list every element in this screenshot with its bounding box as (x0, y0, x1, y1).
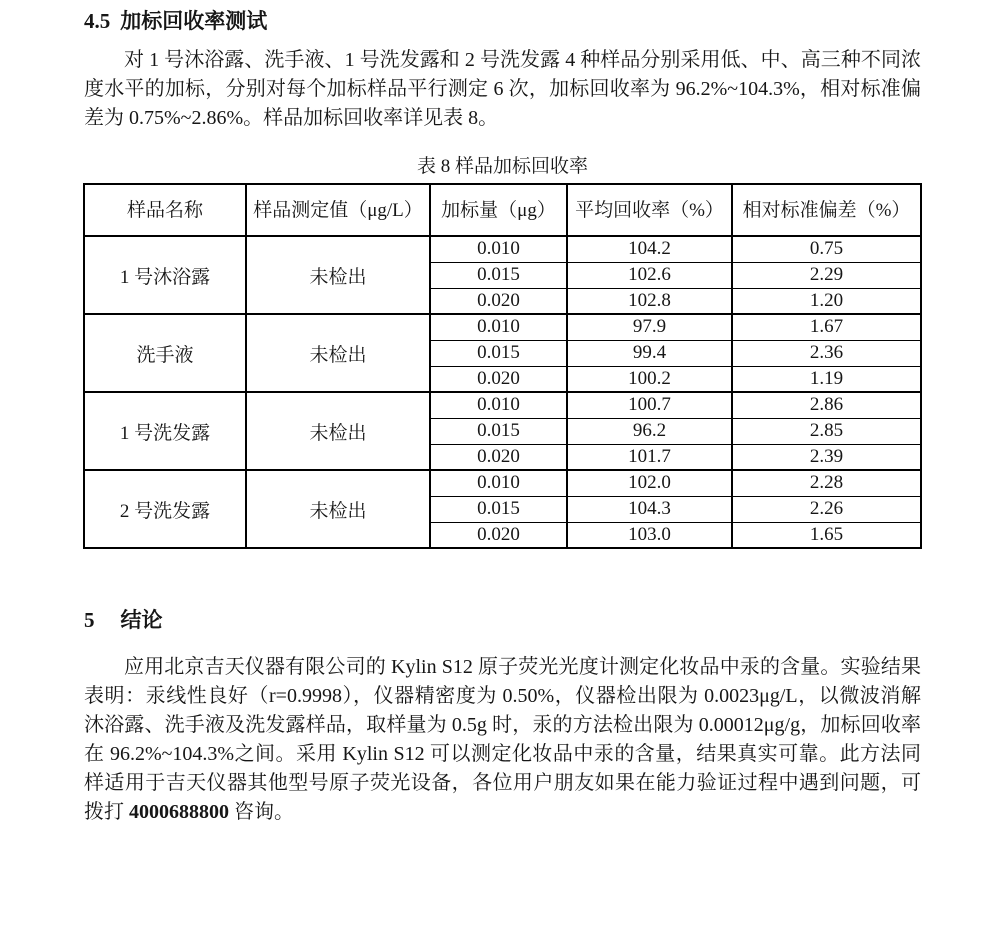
table-row (84, 470, 921, 496)
section-5-number: 5 (84, 608, 95, 632)
section-5-heading (84, 607, 921, 633)
rsd-cell: 1.19 (732, 366, 921, 392)
conclusion-block (84, 653, 921, 827)
rsd-cell: 2.86 (732, 392, 921, 418)
table-header-row (84, 184, 921, 236)
sample-name-cell: 1 号沐浴露 (84, 236, 246, 314)
recovery-rate-table (83, 183, 922, 549)
spike-amount-cell: 0.015 (430, 418, 567, 444)
rsd-cell: 2.36 (732, 340, 921, 366)
measured-value-cell: 未检出 (246, 392, 430, 470)
recovery-test-paragraph: 对 1 号沐浴露、洗手液、1 号洗发露和 2 号洗发露 4 种样品分别采用低、中、高三种不同浓度水平的加标，分别对每个加标样品平行测定 6 次，加标回收率为 96.2%~104.3%，相对标准偏差为 0.75%~2.86%。样品加标回收率详见表 8。 (84, 49, 921, 129)
col-header-avg-recovery: 平均回收率（%） (567, 184, 732, 236)
support-phone-number: 4000688800 (129, 801, 229, 823)
avg-recovery-cell: 97.9 (567, 314, 732, 340)
rsd-cell: 1.67 (732, 314, 921, 340)
section-4-5-number: 4.5 (84, 9, 111, 33)
rsd-cell: 1.20 (732, 288, 921, 314)
avg-recovery-cell: 102.8 (567, 288, 732, 314)
spike-amount-cell: 0.010 (430, 470, 567, 496)
rsd-cell: 2.26 (732, 496, 921, 522)
spike-amount-cell: 0.015 (430, 496, 567, 522)
measured-value-cell: 未检出 (246, 236, 430, 314)
spike-amount-cell: 0.020 (430, 522, 567, 548)
sample-name-cell: 洗手液 (84, 314, 246, 392)
spike-amount-cell: 0.015 (430, 340, 567, 366)
spike-amount-cell: 0.020 (430, 366, 567, 392)
col-header-measured-value: 样品测定值（μg/L） (246, 184, 430, 236)
measured-value-cell: 未检出 (246, 314, 430, 392)
conclusion-text-after-phone: 咨询。 (229, 801, 294, 823)
rsd-cell: 2.85 (732, 418, 921, 444)
avg-recovery-cell: 103.0 (567, 522, 732, 548)
section-5-title: 结论 (120, 608, 163, 632)
col-header-sample-name: 样品名称 (84, 184, 246, 236)
section-4-5-title: 加标回收率测试 (120, 9, 268, 33)
spike-amount-cell: 0.015 (430, 262, 567, 288)
rsd-cell: 2.39 (732, 444, 921, 470)
conclusion-text-before-phone: 应用北京吉天仪器有限公司的 Kylin S12 原子荧光光度计测定化妆品中汞的含量。实验结果表明：汞线性良好（r=0.9998），仪器精密度为 0.50%，仪器检出限为 0.0023μg/L，以微波消解沐浴露、洗手液及洗发露样品，取样量为 0.5g 时，汞的方法检出限为 0.00012μg/g，加标回收率在 96.2%~104.3%之间。采用 Kylin S12 可以测定化妆品中汞的含量，结果真实可靠。此方法同样适用于吉天仪器其他型号原子荧光设备，各位用户朋友如果在能力验证过程中遇到问题，可拨打 (84, 656, 921, 823)
avg-recovery-cell: 96.2 (567, 418, 732, 444)
rsd-cell: 2.29 (732, 262, 921, 288)
rsd-cell: 2.28 (732, 470, 921, 496)
col-header-spike-amount: 加标量（μg） (430, 184, 567, 236)
conclusion-paragraph (84, 653, 921, 827)
avg-recovery-cell: 100.2 (567, 366, 732, 392)
spike-amount-cell: 0.010 (430, 236, 567, 262)
table-row (84, 392, 921, 418)
spike-amount-cell: 0.010 (430, 314, 567, 340)
spike-amount-cell: 0.020 (430, 444, 567, 470)
table-row (84, 236, 921, 262)
rsd-cell: 0.75 (732, 236, 921, 262)
table-8-caption: 表 8 样品加标回收率 (416, 156, 588, 177)
avg-recovery-cell: 104.2 (567, 236, 732, 262)
measured-value-cell: 未检出 (246, 470, 430, 548)
spike-amount-cell: 0.010 (430, 392, 567, 418)
avg-recovery-cell: 102.6 (567, 262, 732, 288)
table-row (84, 314, 921, 340)
sample-name-cell: 1 号洗发露 (84, 392, 246, 470)
avg-recovery-cell: 102.0 (567, 470, 732, 496)
avg-recovery-cell: 100.7 (567, 392, 732, 418)
spike-amount-cell: 0.020 (430, 288, 567, 314)
col-header-rsd: 相对标准偏差（%） (732, 184, 921, 236)
sample-name-cell: 2 号洗发露 (84, 470, 246, 548)
rsd-cell: 1.65 (732, 522, 921, 548)
avg-recovery-cell: 101.7 (567, 444, 732, 470)
section-4-5-heading (84, 8, 921, 34)
avg-recovery-cell: 104.3 (567, 496, 732, 522)
avg-recovery-cell: 99.4 (567, 340, 732, 366)
